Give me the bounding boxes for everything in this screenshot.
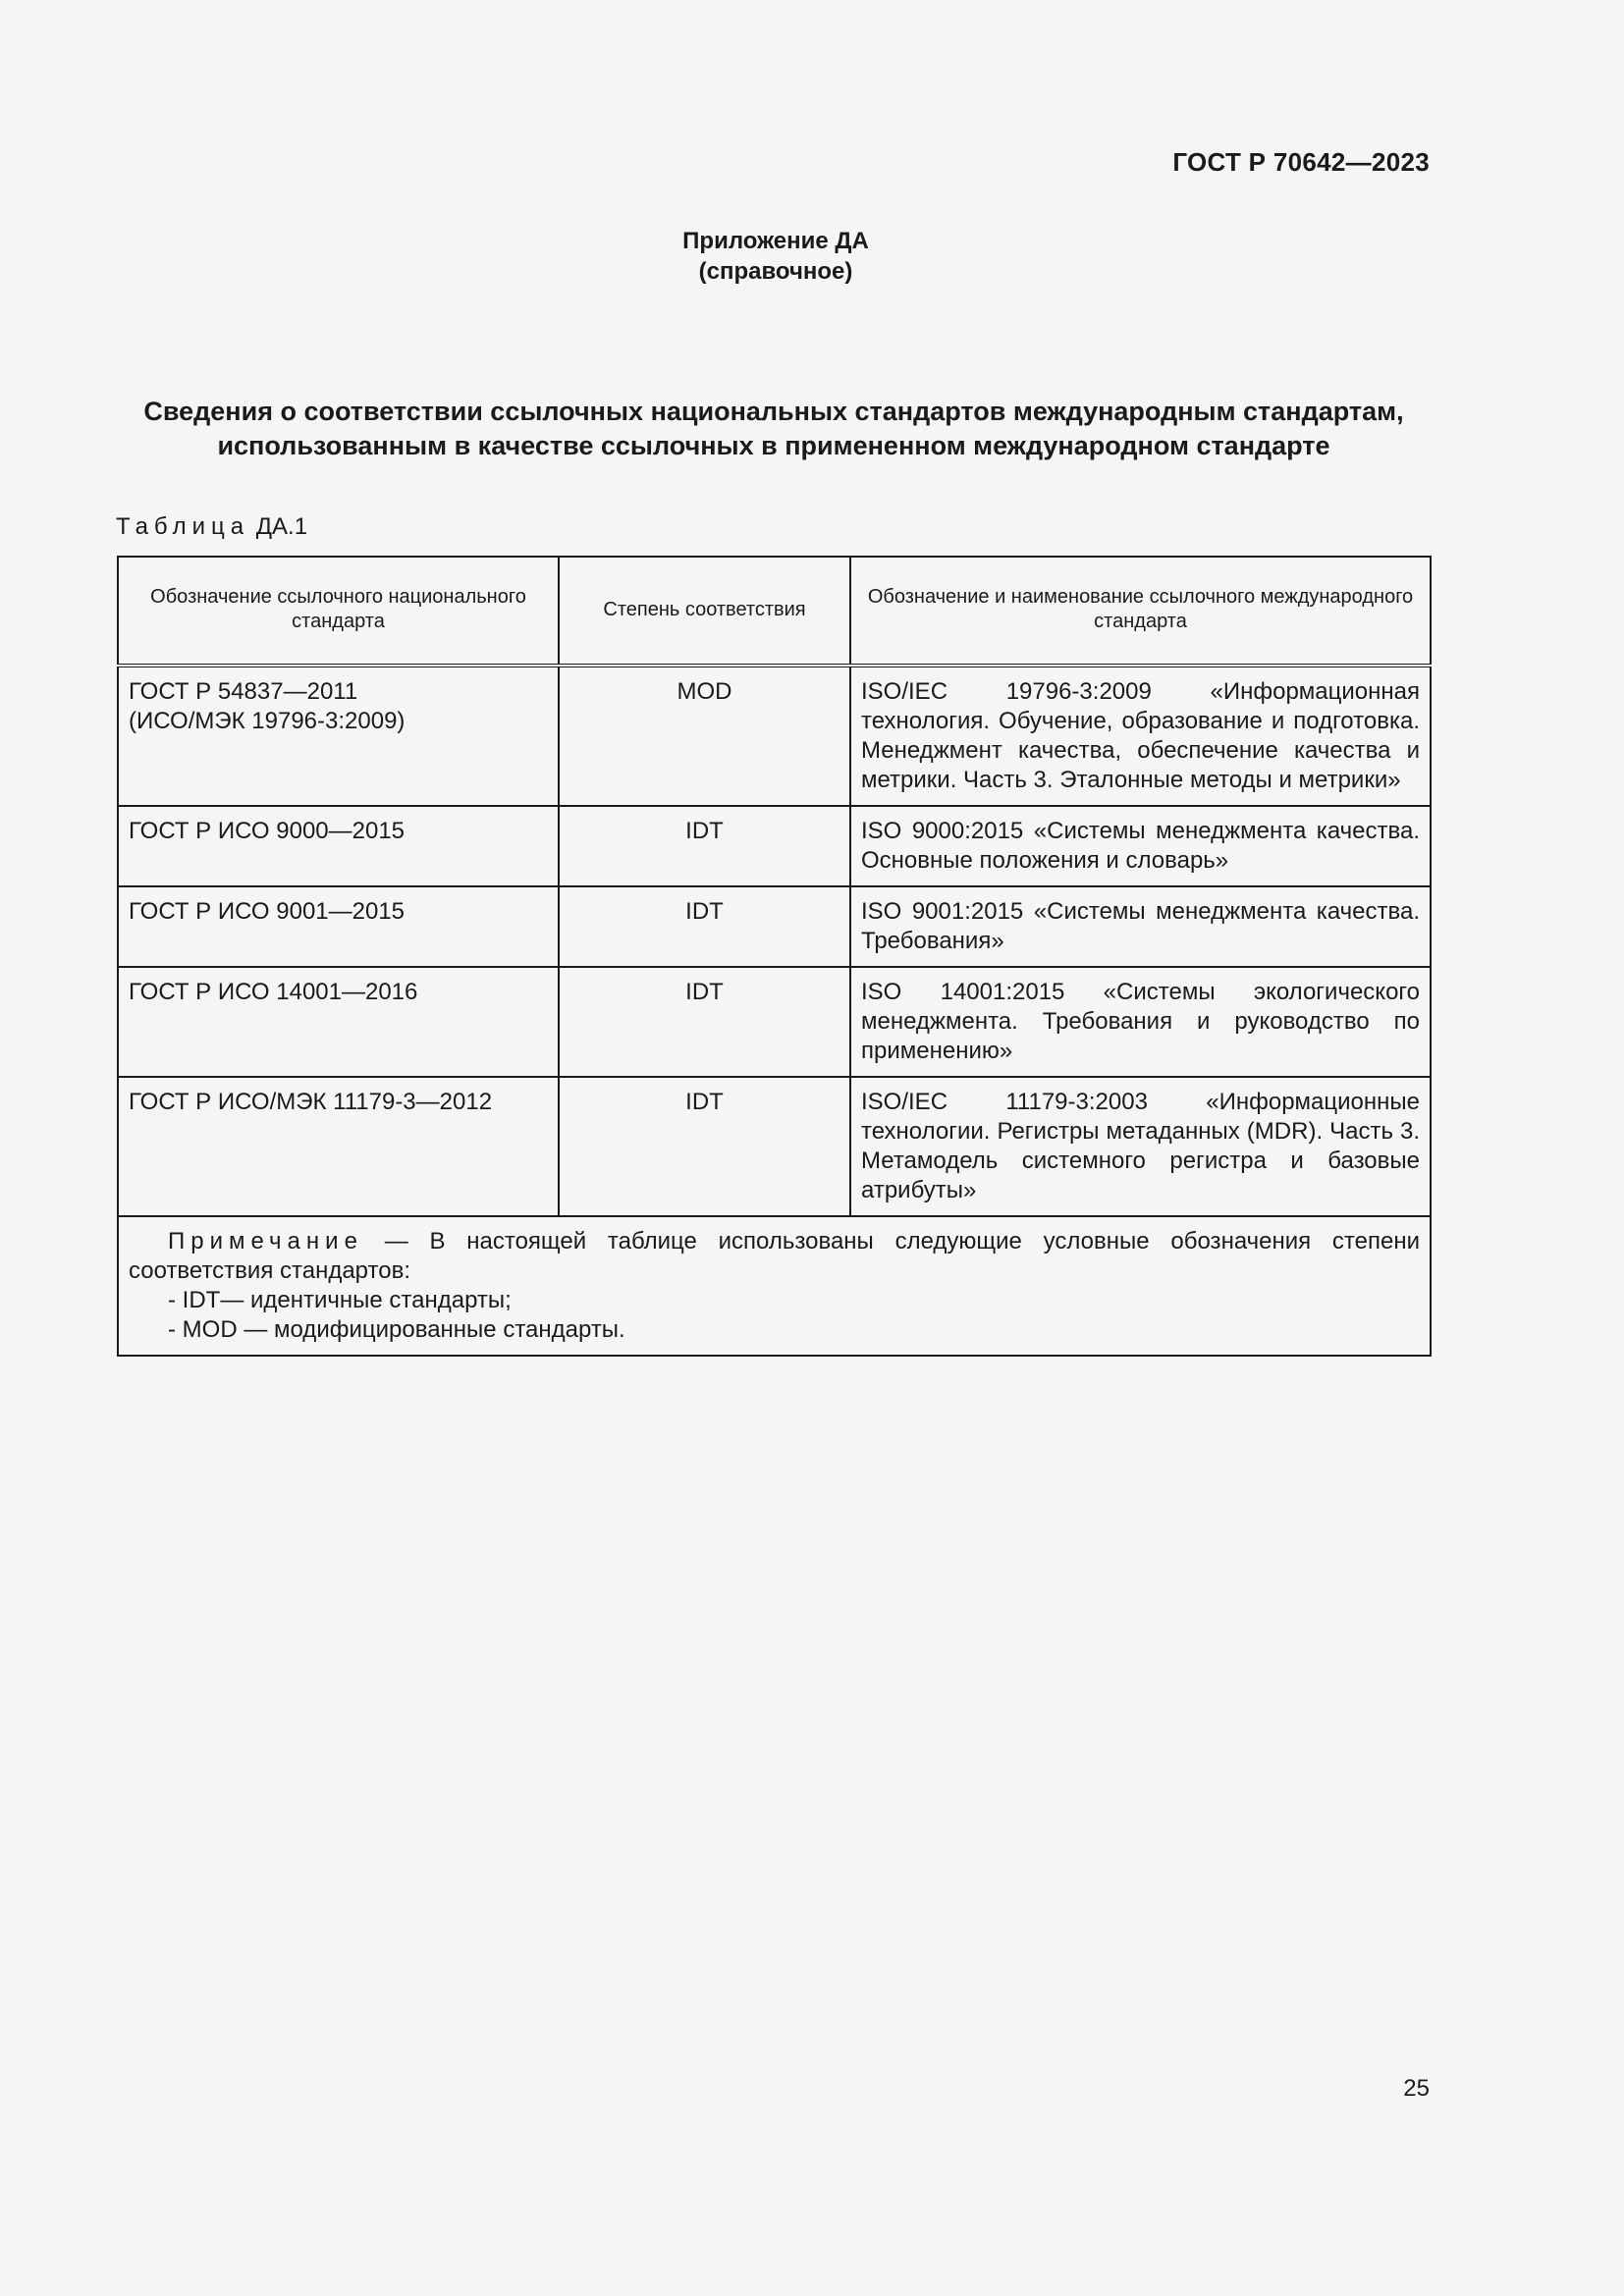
table-row <box>118 886 1431 967</box>
cell-national-standard <box>118 967 559 1077</box>
table-header-row <box>118 557 1431 666</box>
cell-national-standard <box>118 806 559 886</box>
appendix-title: Приложение ДА <box>682 228 869 254</box>
national-standard-code: ГОСТ Р ИСО/МЭК 11179-3—2012 <box>129 1089 493 1115</box>
table-caption <box>116 513 307 541</box>
cell-national-standard <box>118 886 559 967</box>
header-international-standard: Обозначение и наименование ссылочного международного стандарта <box>850 557 1431 666</box>
note-item-mod: - MOD — модифицированные стандарты. <box>168 1316 625 1343</box>
page-number: 25 <box>1403 2075 1430 2102</box>
table-caption-label: Таблица <box>116 513 250 540</box>
document-code: ГОСТ Р 70642—2023 <box>1172 147 1430 177</box>
cell-international-standard: ISO 9000:2015 «Системы менеджмента качества. Основные положения и словарь» <box>850 806 1431 886</box>
national-standard-code: ГОСТ Р ИСО 9000—2015 <box>129 818 406 844</box>
cell-degree: IDT <box>559 886 850 967</box>
table-row <box>118 967 1431 1077</box>
note-body: — В настоящей таблице использованы следующие условные обозначения степени соответствия стандартов: <box>129 1228 1420 1284</box>
cell-international-standard: ISO/IEC 19796-3:2009 «Информационная технология. Обучение, образование и подготовка. Менеджмент качества, обеспечение качества и метрики. Часть 3. Эталонные методы и метрики» <box>850 666 1431 806</box>
note-label: Примечание <box>168 1228 363 1255</box>
appendix-subtitle: (справочное) <box>698 258 853 285</box>
cell-degree: IDT <box>559 1077 850 1216</box>
table-note-row <box>118 1216 1431 1356</box>
national-standard-code: ГОСТ Р ИСО 9001—2015 <box>129 898 406 925</box>
header-degree: Степень соответствия <box>559 557 850 666</box>
note-item-idt: - IDT— идентичные стандарты; <box>168 1287 512 1313</box>
table-row <box>118 1077 1431 1216</box>
table-caption-number: ДА.1 <box>255 513 308 540</box>
national-standard-code: ГОСТ Р ИСО 14001—2016 <box>129 979 418 1005</box>
national-standard-code: ГОСТ Р 54837—2011 <box>129 678 358 705</box>
cell-international-standard: ISO 9001:2015 «Системы менеджмента качества. Требования» <box>850 886 1431 967</box>
cell-degree: IDT <box>559 967 850 1077</box>
cell-national-standard <box>118 1077 559 1216</box>
table-row <box>118 666 1431 806</box>
table-note <box>118 1216 1431 1356</box>
cell-international-standard: ISO/IEC 11179-3:2003 «Информационные технологии. Регистры метаданных (MDR). Часть 3. Метамодель системного регистра и базовые атрибуты» <box>850 1077 1431 1216</box>
cell-degree: MOD <box>559 666 850 806</box>
national-standard-equivalent: (ИСО/МЭК 19796-3:2009) <box>129 708 406 734</box>
table-row <box>118 806 1431 886</box>
correspondence-table <box>117 556 1432 1357</box>
header-national-standard: Обозначение ссылочного национального стандарта <box>118 557 559 666</box>
section-title-line-1: Сведения о соответствии ссылочных национальных стандартов международным стандартам, <box>143 397 1404 426</box>
cell-degree: IDT <box>559 806 850 886</box>
section-title-line-2: использованным в качестве ссылочных в примененном международном стандарте <box>217 431 1330 460</box>
note-text <box>129 1227 1420 1286</box>
cell-international-standard: ISO 14001:2015 «Системы экологического менеджмента. Требования и руководство по применению» <box>850 967 1431 1077</box>
cell-national-standard <box>118 666 559 806</box>
appendix-heading <box>0 226 1551 287</box>
section-title <box>118 395 1430 463</box>
